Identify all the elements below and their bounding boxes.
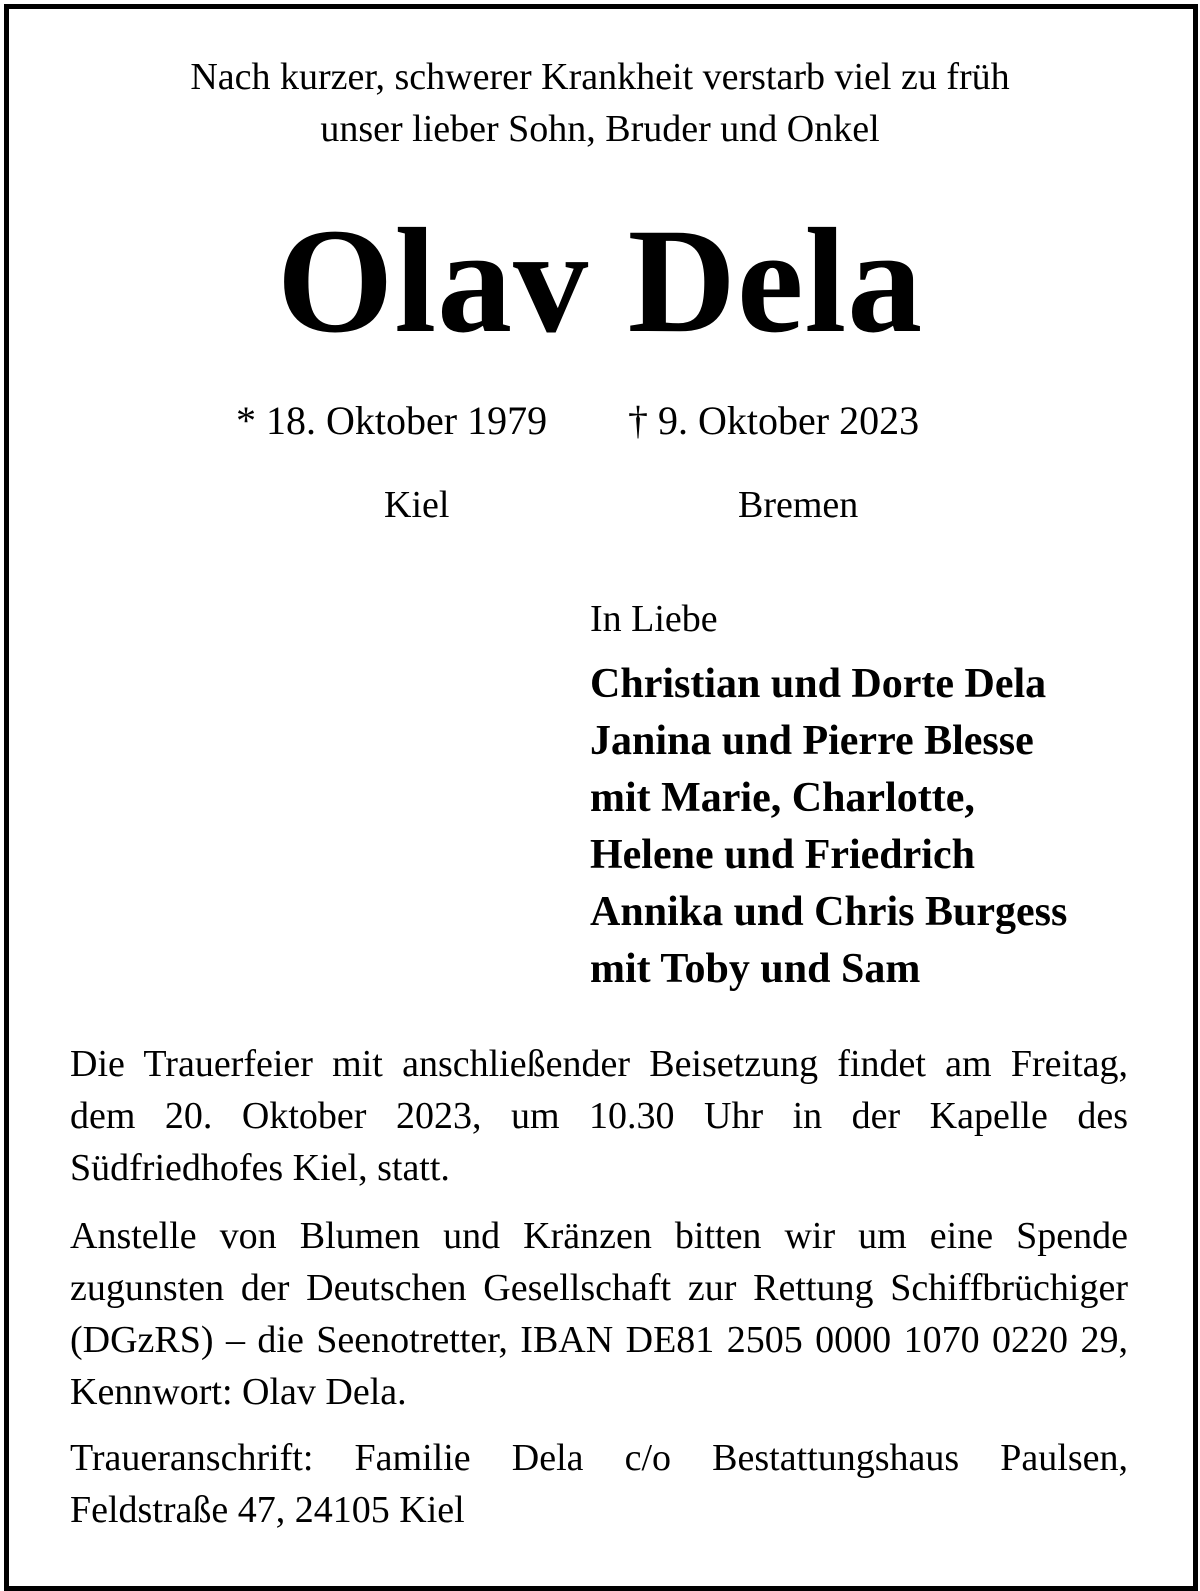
intro-line-2: unser lieber Sohn, Bruder und Onkel <box>320 108 880 150</box>
mourner-line: Annika und Chris Burgess <box>590 889 1068 935</box>
donation-notice: Anstelle von Blumen und Kränzen bitten wir um eine Spende zugunsten der Deutschen Gesellschaft zur Rettung Schiffbrüchiger (DGzRS) – die Seenotretter, IBAN DE81 2505 0000 1070 0220 29, Kennwort: Olav Dela. <box>70 1215 1128 1413</box>
mourner-line: Janina und Pierre Blesse <box>590 718 1034 764</box>
mourner-line: mit Marie, Charlotte, <box>590 775 975 821</box>
birth-date: * 18. Oktober 1979 <box>236 398 548 443</box>
birth-place: Kiel <box>384 484 450 526</box>
mourner-line: mit Toby und Sam <box>590 946 921 992</box>
mourning-address: Traueranschrift: Familie Dela c/o Bestattungshaus Paulsen, Feldstraße 47, 24105 Kiel <box>70 1437 1128 1531</box>
intro-line-1: Nach kurzer, schwerer Krankheit verstarb viel zu früh <box>190 56 1010 98</box>
mourners-list <box>590 656 1067 998</box>
mourner-line: Helene und Friedrich <box>590 832 975 878</box>
deceased-name: Olav Dela <box>276 198 924 364</box>
mourners-heading: In Liebe <box>590 598 718 640</box>
death-place: Bremen <box>738 484 859 526</box>
mourner-line: Christian und Dorte Dela <box>590 661 1047 707</box>
death-date: † 9. Oktober 2023 <box>628 398 920 443</box>
funeral-notice: Die Trauerfeier mit anschließender Beisetzung findet am Freitag, dem 20. Oktober 2023, um 10.30 Uhr in der Kapelle des Südfriedhofes Kiel, statt. <box>70 1043 1128 1189</box>
